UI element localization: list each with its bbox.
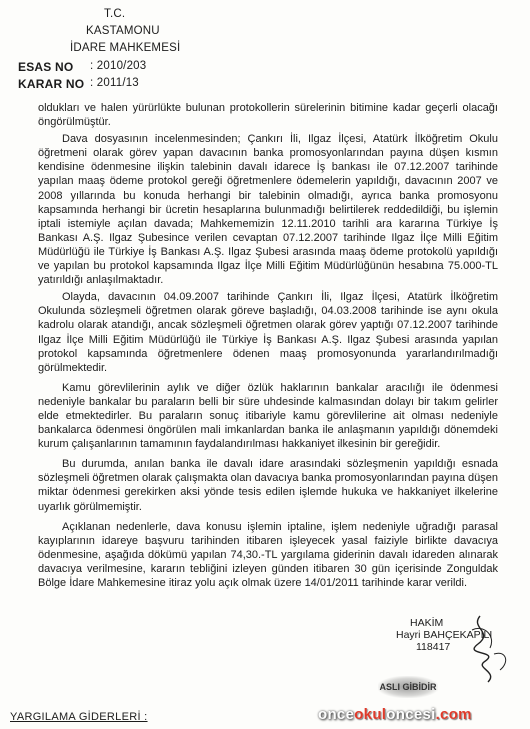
court-costs-title: YARGILAMA GİDERLERİ : xyxy=(10,711,148,723)
judge-number: 118417 xyxy=(416,641,451,653)
stamp-text: ASLI GİBİDİR xyxy=(379,682,437,692)
watermark-part-1: once xyxy=(318,706,355,723)
decision-body xyxy=(38,101,498,593)
official-stamp xyxy=(378,676,438,698)
paragraph-case-review: Dava dosyasının incelenmesinden; Çankırı İli, Ilgaz İlçesi, Atatürk İlköğretim Okulu öğretmeni olarak görev yapan davacının banka promosyonlarından payına düşen kısmın kendisine ödenmesine ilişkin talebinin davalı idarece İş bankası ile 07.12.2007 tarihinde yapılan maaş ödeme protokol gereği öğretmenlere ödemelerin yapıldığı, davacının 2007 ve 2008 yıllarında bu konuda herhangi bir talebinin olmadığı, ayrıca banka promosyonu kapsamında herhangi bir ücretin hesaplarına bulunmadığı belirtilerek reddedildiği, bu işlemin iptali istemiyle açılan davada; Mahkememizin 12.11.2010 tarihli ara kararına Türkiye İş Bankası A.Ş. Ilgaz Şubesince verilen cevaptan 07.12.2007 tarihinde Ilgaz İlçe Milli Eğitim Müdürlüğü ile Türkiye İş Bankası A.Ş. Ilgaz Şubesi arasında maaş ödeme protokolü yapıldığı ve yapılan bu protokol kapsamında Ilgaz İlçe Milli Eğitim Müdürlüğünün hesabına 75.000-TL yatırıldığı anlaşılmaktadır. xyxy=(38,133,498,287)
esas-label: ESAS NO xyxy=(18,60,74,74)
paragraph-verdict: Açıklanan nedenlerle, dava konusu işlemin iptaline, işlem nedeniyle uğradığı parasal kayıplarının idareye başvuru tarihinden itibaren işleyecek yasal faiziyle birlikte davacıya ödenmesine, aşağıda dökümü yapılan 74,30.-TL yargılama giderinin davalı idareden alınarak davacıya verilmesine, kararın tebliğini izleyen günden itibaren 30 gün içerisinde Zonguldak Bölge İdare Mahkemesine itiraz yolu açık olmak üzere 14/01/2011 tarihinde karar verildi. xyxy=(38,520,498,589)
karar-value: : 2011/13 xyxy=(90,77,139,89)
judge-role: HAKİM xyxy=(410,617,444,629)
header-tc: T.C. xyxy=(104,8,126,20)
judge-name: Hayri BAHÇEKAPILI xyxy=(396,629,493,641)
paragraph-principle: Kamu görevlilerinin aylık ve diğer özlük haklarının bankalar aracılığı ile ödenmesi nedeniyle bankalar bu paraların belli bir süre uhdesinde kalmasından dolayı bir takım gelirler elde etmektedirler. Bu paraların sonuç itibariyle kamu görevlilerine ait olması nedeniyle bankalarca ödenmesi öngörülen mali imkanlardan banka ile anlaşmanın yapıldığı dönemdeki kurum çalışanlarının tamamının faydalandırılması hakkaniyet ilkesinin bir gereğidir. xyxy=(38,381,498,451)
header-city: KASTAMONU xyxy=(86,25,160,37)
esas-value: : 2010/203 xyxy=(90,60,147,72)
watermark-part-2: okul xyxy=(354,706,387,723)
paragraph-continuation: oldukları ve halen yürürlükte bulunan protokollerin sürelerinin bitimine kadar geçerli olacağı öngörülmüştür. xyxy=(38,102,498,129)
karar-label: KARAR NO xyxy=(18,77,85,91)
header-court: İDARE MAHKEMESİ xyxy=(70,42,181,54)
site-watermark xyxy=(318,706,472,723)
watermark-part-4: .com xyxy=(435,706,472,723)
paragraph-assessment: Bu durumda, anılan banka ile davalı idare arasındaki sözleşmenin yapıldığı esnada sözleşmeli öğretmen olarak çalışmakta olan davacıya banka promosyonlarından payına düşen miktar ödenmesi gerekirken aksi yönde tesis edilen işlemde hukuka ve hakkaniyet ilkelerine uyarlık görülmemiştir. xyxy=(38,458,498,513)
paragraph-facts: Olayda, davacının 04.09.2007 tarihinde Çankırı İli, Ilgaz İlçesi, Atatürk İlköğretim Okulunda sözleşmeli öğretmen olarak göreve başladığı, 04.03.2008 tarihinde ise aynı okula kadrolu olarak atandığı, ancak sözleşmeli öğretmen olarak görev yaptığı 07.12.2007 tarihinde Ilgaz İlçe Milli Eğitim Müdürlüğü ile Türkiye İş Bankası A.Ş. Ilgaz Şubesi arasında yapılan protokol kapsamında öğretmenlere ödenen maaş promosyonunda yararlandırılmadığı görülmektedir. xyxy=(38,291,498,374)
watermark-part-3: oncesi xyxy=(386,706,436,723)
handwritten-signature-icon xyxy=(450,610,520,690)
